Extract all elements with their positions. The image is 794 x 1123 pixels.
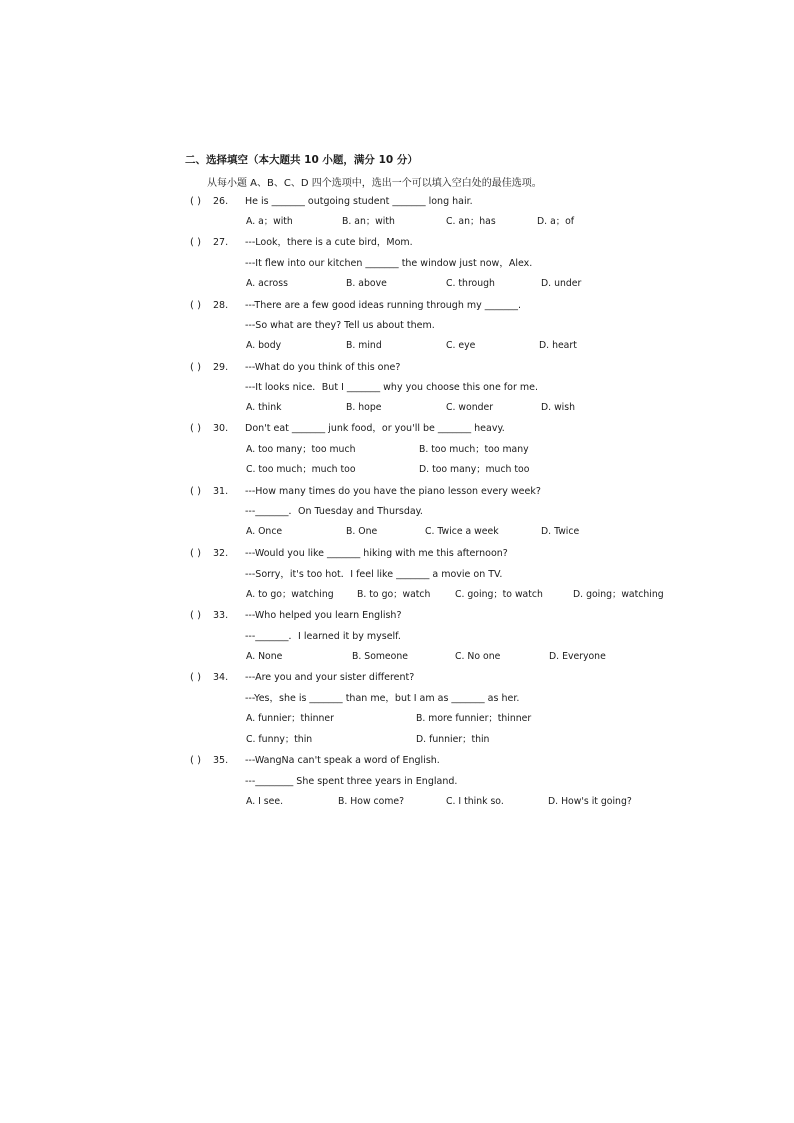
question-text: ---There are a few good ideas running through my _______.	[245, 300, 522, 311]
section-title: 二、选择填空（本大题共 10 小题，满分 10 分）	[185, 154, 418, 166]
answer-option: C. eye	[446, 340, 476, 351]
question-number: 34.	[213, 672, 229, 683]
answer-option: C. funny；thin	[246, 734, 313, 745]
question-number: 35.	[213, 755, 229, 766]
answer-option: A. I see.	[246, 796, 284, 807]
answer-blank: ( )	[190, 300, 201, 311]
answer-option: D. funnier；thin	[416, 734, 490, 745]
answer-option: D. How's it going?	[548, 796, 632, 807]
answer-option: D. heart	[539, 340, 577, 351]
answer-blank: ( )	[190, 362, 201, 373]
answer-blank: ( )	[190, 548, 201, 559]
answer-option: B. too much；too many	[419, 444, 529, 455]
answer-option: A. across	[246, 278, 288, 289]
question-number: 31.	[213, 486, 229, 497]
answer-option: C. going；to watch	[455, 589, 543, 600]
answer-blank: ( )	[190, 486, 201, 497]
answer-option: C. I think so.	[446, 796, 504, 807]
answer-option: C. wonder	[446, 402, 494, 413]
answer-option: D. going；watching	[573, 589, 664, 600]
answer-option: B. above	[346, 278, 387, 289]
answer-option: C. too much；much too	[246, 464, 356, 475]
question-text: ---WangNa can't speak a word of English.	[245, 755, 440, 766]
question-text: ---_______．On Tuesday and Thursday.	[245, 506, 423, 517]
question-number: 26.	[213, 196, 229, 207]
answer-option: B. mind	[346, 340, 382, 351]
answer-option: D. wish	[541, 402, 575, 413]
answer-option: B. One	[346, 526, 378, 537]
answer-option: A. body	[246, 340, 282, 351]
answer-blank: ( )	[190, 610, 201, 621]
answer-blank: ( )	[190, 237, 201, 248]
question-text: ---Yes，she is _______ than me，but I am as _______ as her.	[245, 693, 520, 704]
answer-option: D. Everyone	[549, 651, 606, 662]
question-text: ---_______．I learned it by myself.	[245, 631, 401, 642]
question-text: ---What do you think of this one?	[245, 362, 401, 373]
question-text: He is _______ outgoing student _______ long hair.	[245, 196, 473, 207]
question-text: ---It looks nice．But I _______ why you choose this one for me.	[245, 382, 539, 393]
question-text: ---Are you and your sister different?	[245, 672, 415, 683]
answer-option: D. a；of	[537, 216, 575, 227]
question-number: 32.	[213, 548, 229, 559]
answer-option: B. more funnier；thinner	[416, 713, 532, 724]
answer-option: D. too many；much too	[419, 464, 530, 475]
answer-blank: ( )	[190, 755, 201, 766]
question-text: ---How many times do you have the piano lesson every week?	[245, 486, 541, 497]
question-text: ---Look，there is a cute bird，Mom.	[245, 237, 413, 248]
answer-option: B. Someone	[352, 651, 408, 662]
answer-option: B. hope	[346, 402, 382, 413]
answer-option: A. None	[246, 651, 283, 662]
answer-blank: ( )	[190, 423, 201, 434]
question-number: 27.	[213, 237, 229, 248]
answer-option: A. Once	[246, 526, 283, 537]
answer-blank: ( )	[190, 672, 201, 683]
question-number: 29.	[213, 362, 229, 373]
answer-option: A. a；with	[246, 216, 293, 227]
question-text: ---________ She spent three years in England.	[245, 776, 458, 787]
answer-option: B. an；with	[342, 216, 395, 227]
question-text: Don't eat _______ junk food，or you'll be _______ heavy.	[245, 423, 505, 434]
question-text: ---So what are they? Tell us about them.	[245, 320, 435, 331]
answer-option: A. think	[246, 402, 282, 413]
answer-option: A. funnier；thinner	[246, 713, 334, 724]
answer-option: D. under	[541, 278, 582, 289]
question-text: ---Sorry，it's too hot．I feel like _______ a movie on TV.	[245, 569, 503, 580]
answer-option: B. How come?	[338, 796, 405, 807]
question-text: ---Would you like _______ hiking with me this afternoon?	[245, 548, 508, 559]
answer-option: C. No one	[455, 651, 501, 662]
answer-blank: ( )	[190, 196, 201, 207]
answer-option: D. Twice	[541, 526, 580, 537]
section-instruction: 从每小题 A、B、C、D 四个选项中，选出一个可以填入空白处的最佳选项。	[207, 178, 542, 189]
answer-option: A. too many；too much	[246, 444, 356, 455]
question-number: 28.	[213, 300, 229, 311]
question-number: 33.	[213, 610, 229, 621]
question-text: ---It flew into our kitchen _______ the window just now，Alex.	[245, 258, 533, 269]
answer-option: C. Twice a week	[425, 526, 499, 537]
answer-option: B. to go；watch	[357, 589, 431, 600]
answer-option: C. through	[446, 278, 495, 289]
answer-option: C. an；has	[446, 216, 496, 227]
answer-option: A. to go；watching	[246, 589, 334, 600]
question-number: 30.	[213, 423, 229, 434]
question-text: ---Who helped you learn English?	[245, 610, 402, 621]
